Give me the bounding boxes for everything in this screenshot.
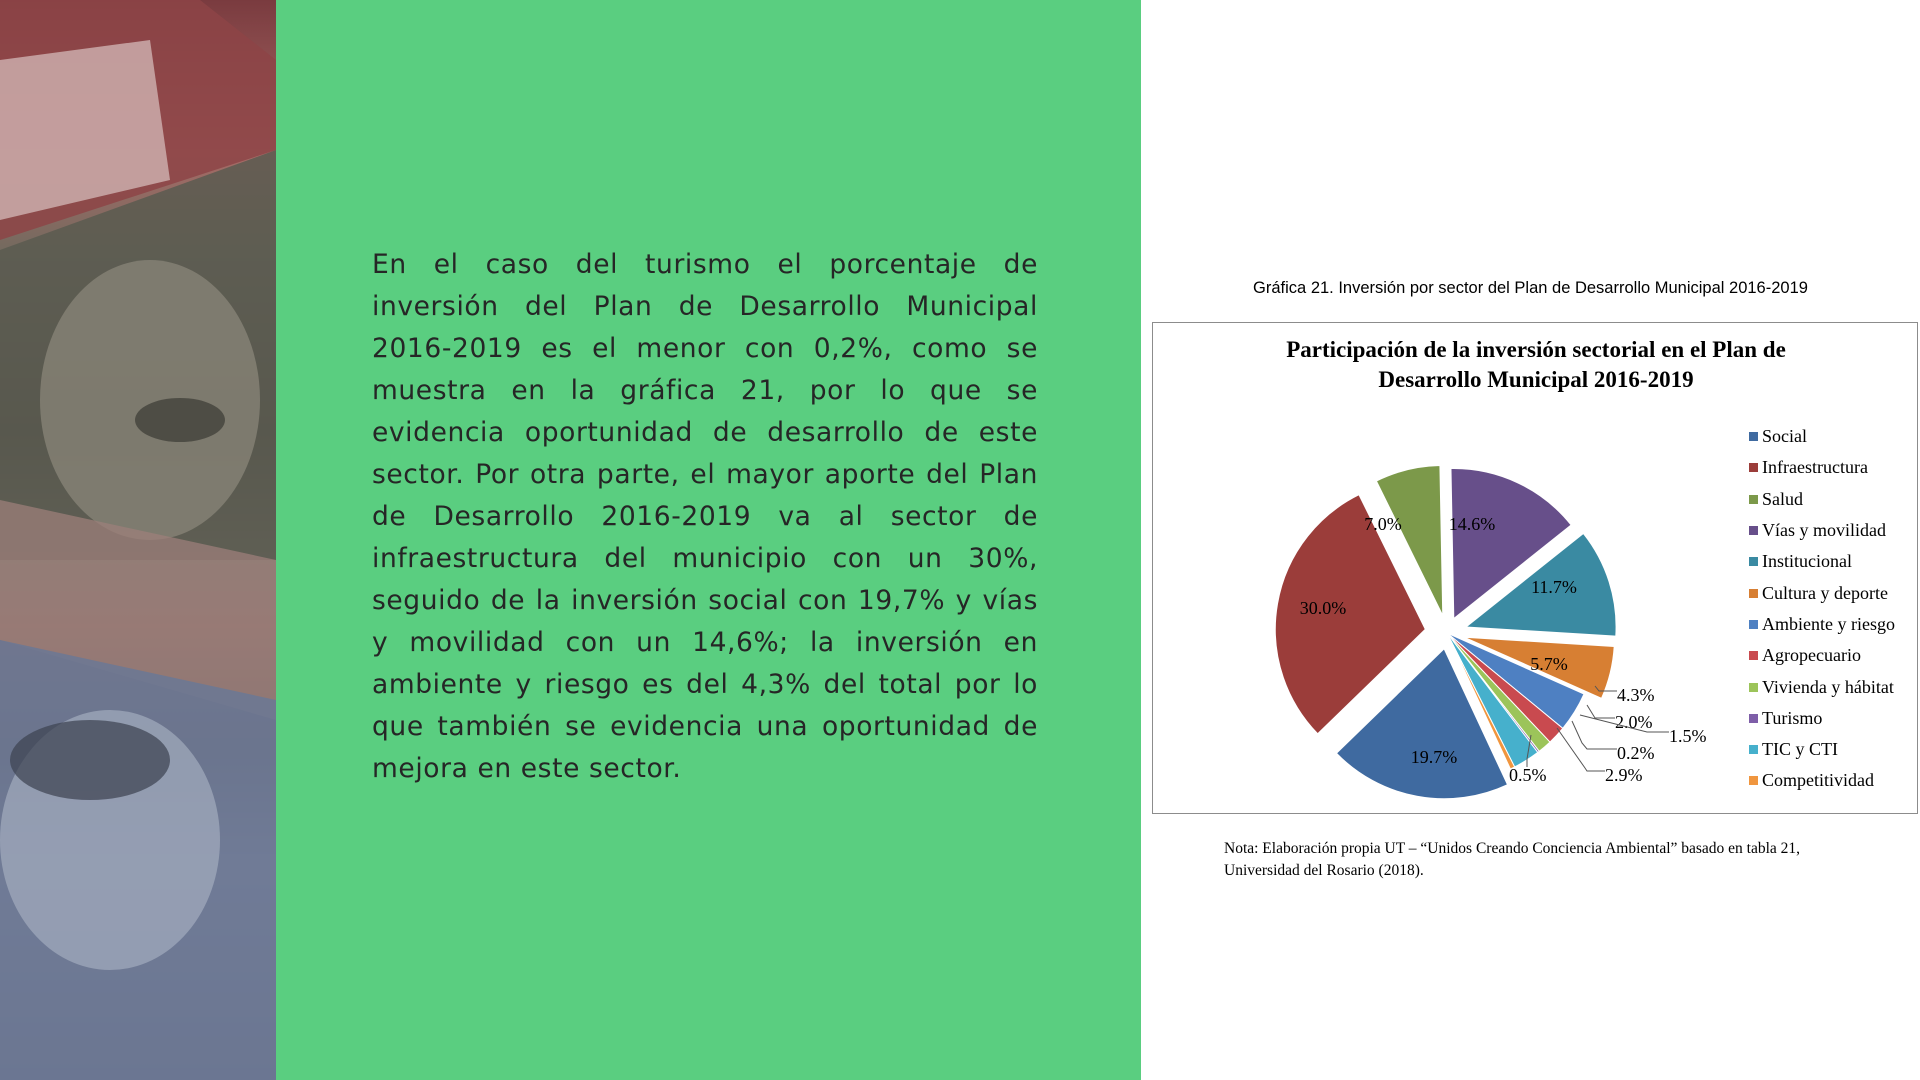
legend-swatch <box>1749 526 1758 535</box>
data-label: 2.9% <box>1605 765 1643 785</box>
legend-label: Vivienda y hábitat <box>1762 676 1894 697</box>
source-note: Nota: Elaboración propia UT – “Unidos Creando Conciencia Ambiental” basado en tabla 21, Universidad del Rosario (2018). <box>1224 840 1801 879</box>
data-label: 0.5% <box>1509 765 1547 785</box>
chart-legend <box>1749 421 1895 797</box>
leader-line <box>1587 705 1615 718</box>
banknotes-illustration <box>0 0 276 1080</box>
legend-swatch <box>1749 495 1758 504</box>
legend-swatch <box>1749 557 1758 566</box>
legend-swatch <box>1749 432 1758 441</box>
legend-item <box>1749 640 1895 671</box>
legend-item <box>1749 577 1895 608</box>
legend-label: Competitividad <box>1762 770 1874 791</box>
legend-label: Social <box>1762 426 1807 447</box>
legend-label: Ambiente y riesgo <box>1762 613 1895 634</box>
data-label: 7.0% <box>1364 514 1402 534</box>
legend-item <box>1749 421 1895 452</box>
data-label: 0.2% <box>1617 743 1655 763</box>
legend-label: Turismo <box>1762 707 1823 728</box>
banknotes-photo <box>0 0 276 1080</box>
legend-label: Agropecuario <box>1762 645 1861 666</box>
data-label: 4.3% <box>1617 685 1655 705</box>
data-label: 19.7% <box>1410 747 1458 767</box>
data-label: 1.5% <box>1669 726 1707 746</box>
legend-swatch <box>1749 776 1758 785</box>
leader-line <box>1572 721 1617 749</box>
legend-item <box>1749 452 1895 483</box>
legend-item <box>1749 515 1895 546</box>
figure-caption: Gráfica 21. Inversión por sector del Plan de Desarrollo Municipal 2016-2019 <box>1253 279 1808 297</box>
pie-chart <box>1152 322 1918 814</box>
legend-item <box>1749 765 1895 796</box>
legend-swatch <box>1749 714 1758 723</box>
data-label: 2.0% <box>1615 712 1653 732</box>
legend-swatch <box>1749 651 1758 660</box>
legend-item <box>1749 546 1895 577</box>
legend-item <box>1749 484 1895 515</box>
legend-label: Cultura y deporte <box>1762 582 1888 603</box>
legend-swatch <box>1749 589 1758 598</box>
legend-item <box>1749 671 1895 702</box>
data-label: 5.7% <box>1530 654 1568 674</box>
data-label: 14.6% <box>1448 514 1496 534</box>
body-paragraph: En el caso del turismo el porcentaje de inversión del Plan de Desarrollo Municipal 2016-2019 es el menor con 0,2%, como se muestra en la gráfica 21, por lo que se evidencia oportunidad de desarrollo de este sector. Por otra parte, el mayor aporte del Plan de Desarrollo 2016-2019 va al sector de infraestructura del municipio con un 30%, seguido de la inversión social con 19,7% y vías y movilidad con un 14,6%; la inversión en ambiente y riesgo es del 4,3% del total por lo que también se evidencia una oportunidad de mejora en este sector. <box>372 249 1038 784</box>
legend-item <box>1749 734 1895 765</box>
legend-label: Institucional <box>1762 551 1852 572</box>
legend-swatch <box>1749 745 1758 754</box>
legend-swatch <box>1749 463 1758 472</box>
data-label: 11.7% <box>1531 577 1577 597</box>
legend-label: Infraestructura <box>1762 457 1868 478</box>
chart-title-line-1: Participación de la inversión sectorial en el Plan de <box>1286 337 1786 362</box>
legend-item <box>1749 609 1895 640</box>
text-panel <box>276 0 1141 1080</box>
legend-swatch <box>1749 683 1758 692</box>
chart-title-line-2: Desarrollo Municipal 2016-2019 <box>1378 367 1694 392</box>
legend-label: TIC y CTI <box>1762 739 1838 760</box>
legend-label: Vías y movilidad <box>1762 520 1886 541</box>
legend-item <box>1749 703 1895 734</box>
legend-label: Salud <box>1762 488 1804 509</box>
data-label: 30.0% <box>1299 598 1347 618</box>
legend-swatch <box>1749 620 1758 629</box>
